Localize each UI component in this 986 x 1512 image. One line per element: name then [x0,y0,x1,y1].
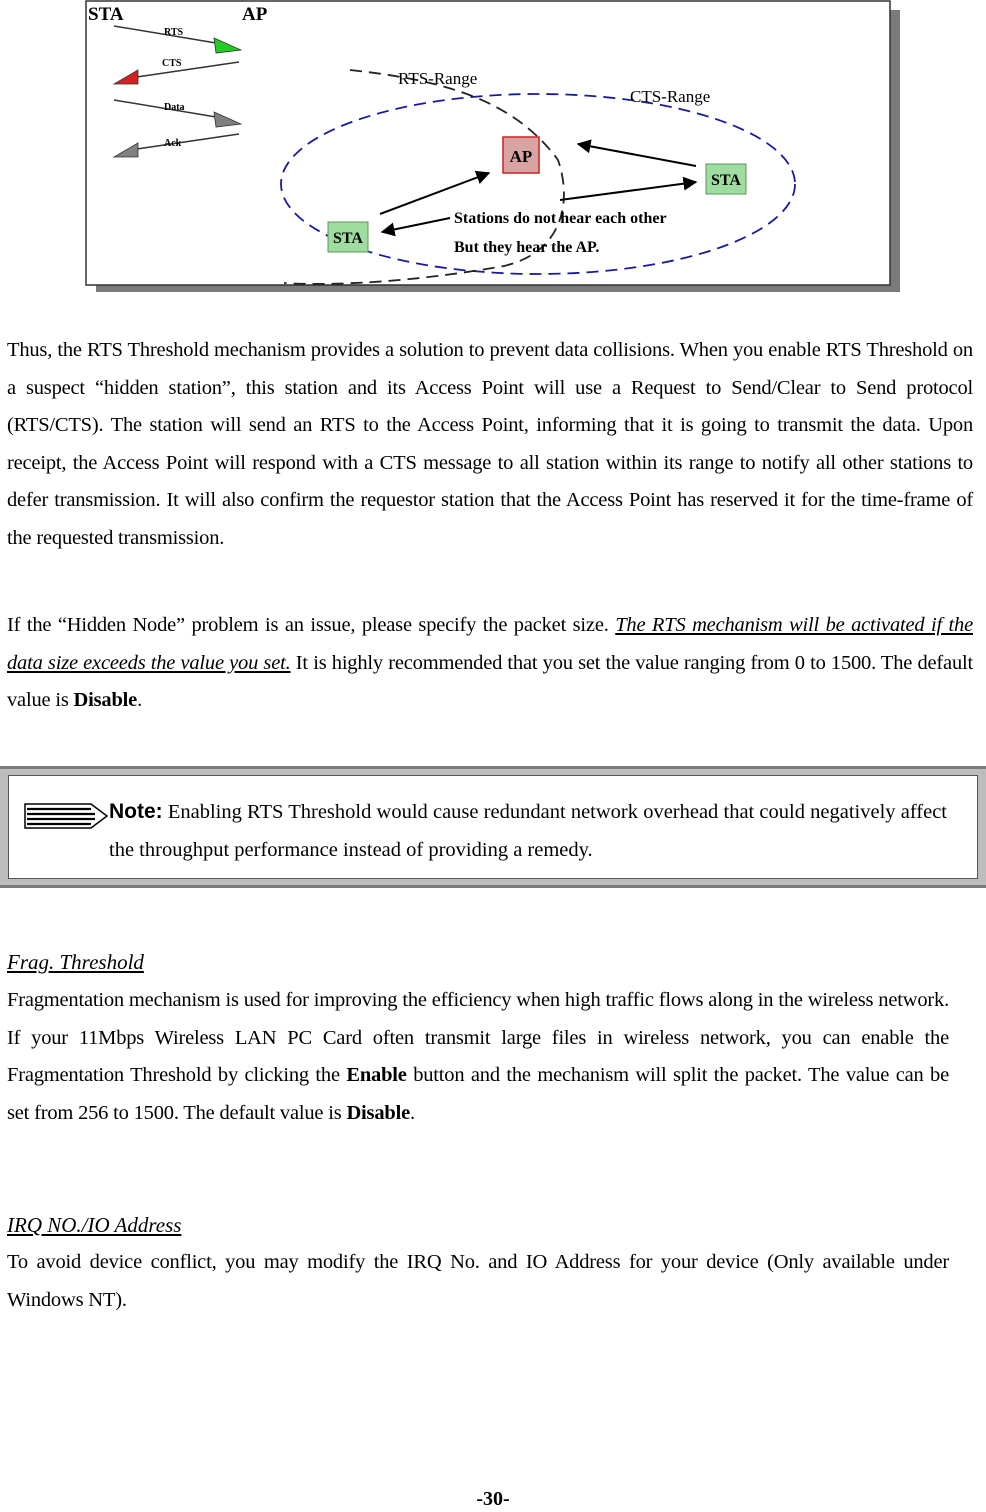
caption-line-2: But they hear the AP. [454,239,600,256]
hidden-node-text-2: It is highly recommended that you set the value ranging from 0 to 1500. The default value is [7,651,973,711]
frag-text-2: button and the mechanism will split the packet. The value can be set from 256 to 1500. The default value is [7,1064,949,1124]
rts-activation-emphasis: The RTS mechanism will be activated if the data size exceeds the value you set. [7,614,974,674]
sta-left-label: STA [333,230,363,247]
frame-data-label: Data [164,102,185,113]
cts-range-label: CTS-Range [630,87,711,106]
hidden-node-paragraph [7,607,973,720]
rts-explanation-paragraph: Thus, the RTS Threshold mechanism provides a solution to prevent data collisions. When you enable RTS Threshold on a suspect “hidden station”, this station and its Access Point will use a Request to Send/Clear to Send protocol (RTS/CTS). The station will send an RTS to the Access Point, informing that it is going to transmit the data. Upon receipt, the Access Point will respond with a CTS message to all station within its range to notify all other stations to defer transmission. It will also confirm the requestor station that the Access Point has reserved it for the time-frame of the requested transmission. [7,339,973,549]
hidden-node-text-end: . [137,689,142,711]
ap-box-label: AP [509,147,533,166]
label-ap-top: AP [242,4,268,25]
irq-heading: IRQ NO./IO Address [7,1213,182,1237]
rts-cts-diagram [84,0,902,294]
note-body: Enabling RTS Threshold would cause redundant network overhead that could negatively affect the throughput performance instead of providing a remedy. [109,801,947,861]
note-label: Note: [109,800,163,823]
frag-threshold-heading: Frag. Threshold [7,950,144,974]
rts-range-label: RTS-Range [398,69,478,88]
label-sta-top: STA [88,4,124,25]
note-inner-panel [8,775,978,879]
frag-threshold-paragraph [7,982,949,1132]
frame-ack-label: Ack [164,138,182,149]
caption-line-1: Stations do not hear each other [454,210,667,227]
rts-default-value: Disable [73,689,138,711]
frag-enable-button-name: Enable [346,1064,407,1086]
hidden-node-text-1: If the “Hidden Node” problem is an issue, please specify the packet size. [7,614,616,636]
note-text [109,793,947,869]
note-arrow-icon [23,800,111,832]
irq-paragraph: To avoid device conflict, you may modify the IRQ No. and IO Address for your device (Only available under Windows NT). [7,1251,949,1311]
frame-rts-label: RTS [164,27,184,38]
frag-default-value: Disable [346,1101,410,1124]
frame-cts-label: CTS [162,58,182,69]
note-box [0,766,986,888]
sta-right-label: STA [711,172,741,189]
page-number: -30- [476,1488,510,1510]
frag-text-end: . [409,1101,415,1124]
frag-text-1: Fragmentation mechanism is used for improving the efficiency when high traffic flows along in the wireless network. If your 11Mbps Wireless LAN PC Card often transmit large files in wireless network, you can enable the Fragmentation Threshold by clicking the [7,989,949,1086]
